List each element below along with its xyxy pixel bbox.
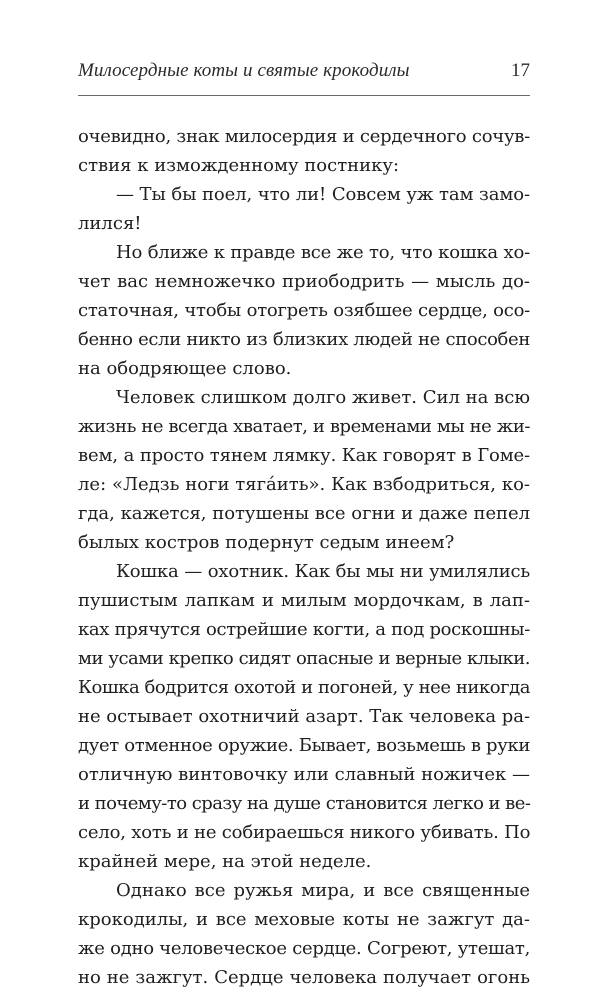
- text-line: ле: «Ледзь ноги тяга́ить». Как взбодриться, ко-: [78, 474, 530, 495]
- text-line: но не зажгут. Сердце человека получает огонь: [78, 967, 530, 988]
- body-text: [78, 122, 530, 992]
- text-line: — Ты бы поел, что ли! Совсем уж там замо-: [116, 184, 530, 205]
- text-line: отличную винтовочку или славный ножичек —: [78, 764, 530, 785]
- text-line: лился!: [78, 213, 142, 234]
- text-line: бенно если никто из близких людей не способен: [78, 329, 530, 350]
- text-line: жизнь не всегда хватает, и временами мы не жи-: [78, 416, 530, 437]
- text-line: на ободряющее слово.: [78, 358, 292, 379]
- text-line: село, хоть и не собираешься никого убивать. По: [78, 822, 531, 843]
- text-line: чет вас немножечко приободрить — мысль до-: [78, 271, 530, 292]
- text-line: ствия к изможденному постнику:: [78, 155, 400, 176]
- text-line: крайней мере, на этой неделе.: [78, 851, 372, 872]
- text-line: Но ближе к правде все же то, что кошка хо-: [116, 242, 530, 263]
- running-header: [78, 60, 530, 88]
- text-line: былых костров подернут седым инеем?: [78, 532, 455, 553]
- text-line: ми усами крепко сидят опасные и верные клыки.: [78, 648, 530, 669]
- text-line: Кошка бодрится охотой и погоней, у нее никогда: [78, 677, 530, 698]
- text-line: Однако все ружья мира, и все священные: [116, 880, 530, 901]
- text-line: Человек слишком долго живет. Сил на всю: [116, 387, 530, 408]
- text-line: же одно человеческое сердце. Согреют, утешат,: [78, 938, 530, 959]
- text-line: статочная, чтобы отогреть озябшее сердце, осо-: [78, 300, 530, 321]
- text-line: дует отменное оружие. Бывает, возьмешь в руки: [78, 735, 530, 756]
- text-line: не остывает охотничий азарт. Так человека ра-: [78, 706, 530, 727]
- text-line: Кошка — охотник. Как бы мы ни умилялись: [116, 561, 530, 582]
- text-line: ках прячутся острейшие когти, а под роскошны-: [78, 619, 530, 640]
- text-line: очевидно, знак милосердия и сердечного сочув-: [78, 126, 530, 147]
- running-title: Милосердные коты и святые крокодилы: [78, 60, 410, 81]
- text-line: гда, кажется, потушены все огни и даже пепел: [78, 503, 530, 524]
- header-rule: [78, 95, 530, 96]
- page-number: 17: [511, 60, 530, 81]
- text-line: пушистым лапкам и милым мордочкам, в лап-: [78, 590, 530, 611]
- text-line: вем, а просто тянем лямку. Как говорят в Гоме-: [78, 445, 530, 466]
- text-line: крокодилы, и все меховые коты не зажгут да-: [78, 909, 530, 930]
- text-line: и почему-то сразу на душе становится легко и ве-: [78, 793, 531, 814]
